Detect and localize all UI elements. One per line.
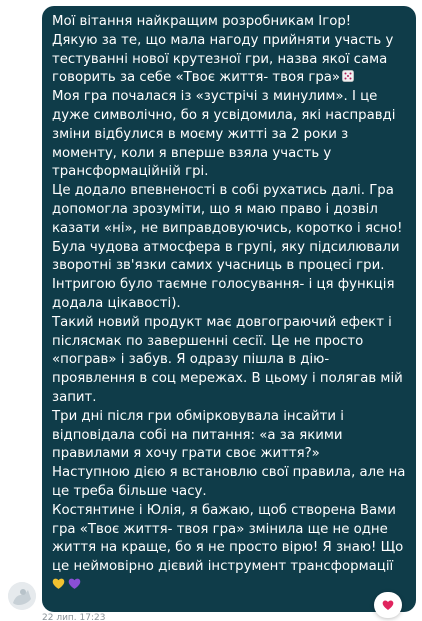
message-line: Мої вітання найкращим розробникам Ігор! [52,14,352,29]
message-line: це неймовірно дієвий інструмент трансформації [52,559,394,575]
message-line: Такий новий продукт має довгограючий ефект і [52,314,392,330]
message-line: трансформаційній грі. [52,164,209,180]
message-line: зміни відбулися в моєму житті за 2 роки з [52,126,349,142]
yellow-heart-icon [52,577,65,590]
message-line: Моя гра почалася із «зустрічі з минулим». І це [52,89,378,105]
message-timestamp: 22 лип. 17:23 [42,613,106,621]
message-line: Дякую за те, що мала нагоду прийняти участь у [52,32,394,48]
message-line: гра «Твоє життя- твоя гра» змінила ще не одне [52,521,388,537]
avatar-illustration [8,582,36,610]
message-line: говорить за себе «Твоє життя- твоя гра» [52,70,341,86]
message-line: це треба більше часу. [52,483,207,499]
message-line: дуже символічно, бо я усвідомила, які насправді [52,107,396,123]
message-line: Це додало впевненості в собі рухатись далі. Гра [52,183,394,199]
message-line: зворотні зв'язки самих учасниць в процесі гри. [52,258,385,274]
message-line: тестуванні нової крутезної гри, назва якої сама [52,51,388,67]
dice-emoji-icon [342,70,354,82]
message-line: життя на краще, бо я не просто вірю! Я знаю! Що [52,540,404,556]
message-line: казати «ні», не виправдовуючись, коротко і ясно! [52,220,403,236]
user-avatar-icon[interactable] [8,582,36,610]
message-bubble[interactable] [42,6,416,612]
heart-reaction-icon [382,599,394,611]
message-line: післясмак по завершенні сесії. Це не просто [52,333,364,349]
heart-reaction-button[interactable] [374,592,402,618]
message-line: моменту, коли я вперше взяла участь у [52,145,332,161]
message-line: Наступною дією я встановлю свої правила, але на [52,465,406,481]
message-line: проявлення в соц мережах. В цьому і полягав мій [52,371,403,387]
message-line-with-emoji [52,69,406,88]
message-line: «пограв» і забув. Я одразу пішла в дію- [52,352,330,368]
message-line: Костянтине і Юлія, я бажаю, щоб створена Вами [52,502,396,518]
message-line: додала цікавості). [52,295,181,311]
message-line: Була чудова атмосфера в групі, яку підсилювали [52,239,400,255]
message-line: допомогла зрозуміти, що я маю право і дозвіл [52,201,378,217]
message-line: запит. [52,389,97,405]
message-line: Інтригою було таємне голосування- і ця функція [52,277,395,293]
message-text [52,13,406,596]
emoji-line [52,577,406,596]
purple-heart-icon [68,577,81,590]
message-line: правилами я хочу грати своє життя?» [52,446,320,462]
message-line: Три дні після гри обмірковувала інсайти і [52,408,344,424]
message-line: відповідала собі на питання: «а за якими [52,427,343,443]
